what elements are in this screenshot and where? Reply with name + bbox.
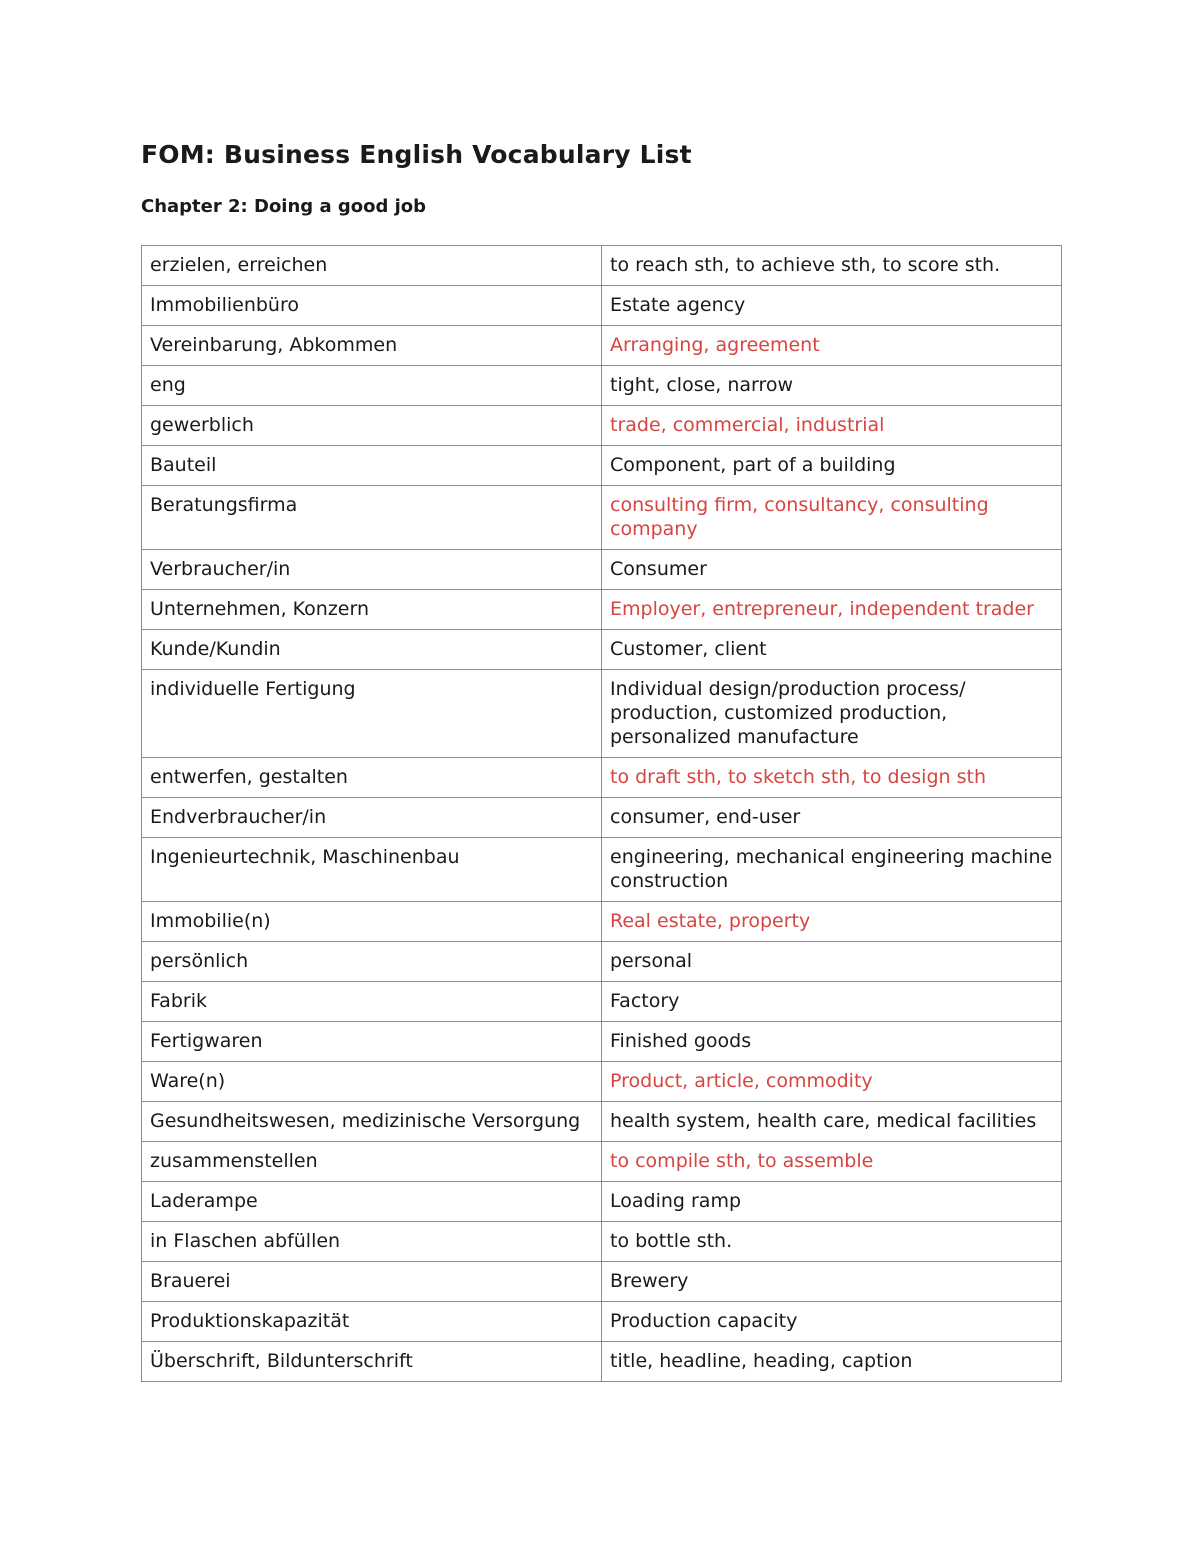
table-row xyxy=(142,982,1062,1022)
english-translation: Brewery xyxy=(602,1262,1062,1302)
english-translation: health system, health care, medical facilities xyxy=(602,1102,1062,1142)
table-row xyxy=(142,798,1062,838)
german-term: persönlich xyxy=(142,942,602,982)
german-term: Laderampe xyxy=(142,1182,602,1222)
table-row xyxy=(142,1022,1062,1062)
english-translation: trade, commercial, industrial xyxy=(602,406,1062,446)
english-translation: Consumer xyxy=(602,550,1062,590)
table-row xyxy=(142,758,1062,798)
german-term: entwerfen, gestalten xyxy=(142,758,602,798)
table-row xyxy=(142,550,1062,590)
english-translation: Product, article, commodity xyxy=(602,1062,1062,1102)
english-translation: Arranging, agreement xyxy=(602,326,1062,366)
english-translation: Finished goods xyxy=(602,1022,1062,1062)
german-term: Endverbraucher/in xyxy=(142,798,602,838)
english-translation: to compile sth, to assemble xyxy=(602,1142,1062,1182)
table-row xyxy=(142,942,1062,982)
table-row xyxy=(142,1142,1062,1182)
english-translation: to bottle sth. xyxy=(602,1222,1062,1262)
table-row xyxy=(142,486,1062,550)
table-row xyxy=(142,446,1062,486)
german-term: zusammenstellen xyxy=(142,1142,602,1182)
table-row xyxy=(142,366,1062,406)
english-translation: Customer, client xyxy=(602,630,1062,670)
table-row xyxy=(142,590,1062,630)
german-term: erzielen, erreichen xyxy=(142,246,602,286)
table-row xyxy=(142,1102,1062,1142)
english-translation: Loading ramp xyxy=(602,1182,1062,1222)
english-translation: Production capacity xyxy=(602,1302,1062,1342)
table-row xyxy=(142,326,1062,366)
english-translation: personal xyxy=(602,942,1062,982)
table-row xyxy=(142,670,1062,758)
german-term: Ware(n) xyxy=(142,1062,602,1102)
german-term: in Flaschen abfüllen xyxy=(142,1222,602,1262)
table-row xyxy=(142,1262,1062,1302)
english-translation: engineering, mechanical engineering machine construction xyxy=(602,838,1062,902)
german-term: Brauerei xyxy=(142,1262,602,1302)
german-term: Bauteil xyxy=(142,446,602,486)
english-translation: Employer, entrepreneur, independent trader xyxy=(602,590,1062,630)
english-translation: Component, part of a building xyxy=(602,446,1062,486)
german-term: Immobilienbüro xyxy=(142,286,602,326)
german-term: gewerblich xyxy=(142,406,602,446)
table-row xyxy=(142,1302,1062,1342)
english-translation: Estate agency xyxy=(602,286,1062,326)
vocabulary-table-body xyxy=(142,246,1062,1382)
german-term: Fabrik xyxy=(142,982,602,1022)
german-term: Kunde/Kundin xyxy=(142,630,602,670)
page-title: FOM: Business English Vocabulary List xyxy=(141,140,692,169)
german-term: Überschrift, Bildunterschrift xyxy=(142,1342,602,1382)
english-translation: to draft sth, to sketch sth, to design sth xyxy=(602,758,1062,798)
english-translation: title, headline, heading, caption xyxy=(602,1342,1062,1382)
english-translation: Real estate, property xyxy=(602,902,1062,942)
german-term: Immobilie(n) xyxy=(142,902,602,942)
english-translation: Individual design/production process/ production, customized production, personalized manufacture xyxy=(602,670,1062,758)
table-row xyxy=(142,838,1062,902)
table-row xyxy=(142,1182,1062,1222)
german-term: Produktionskapazität xyxy=(142,1302,602,1342)
table-row xyxy=(142,1222,1062,1262)
table-row xyxy=(142,1342,1062,1382)
english-translation: tight, close, narrow xyxy=(602,366,1062,406)
table-row xyxy=(142,630,1062,670)
table-row xyxy=(142,286,1062,326)
english-translation: consulting firm, consultancy, consulting company xyxy=(602,486,1062,550)
table-row xyxy=(142,406,1062,446)
german-term: Unternehmen, Konzern xyxy=(142,590,602,630)
table-row xyxy=(142,246,1062,286)
english-translation: Factory xyxy=(602,982,1062,1022)
german-term: Beratungsfirma xyxy=(142,486,602,550)
german-term: Vereinbarung, Abkommen xyxy=(142,326,602,366)
german-term: Ingenieurtechnik, Maschinenbau xyxy=(142,838,602,902)
german-term: Verbraucher/in xyxy=(142,550,602,590)
vocabulary-table xyxy=(141,245,1062,1382)
table-row xyxy=(142,1062,1062,1102)
german-term: Gesundheitswesen, medizinische Versorgung xyxy=(142,1102,602,1142)
chapter-title: Chapter 2: Doing a good job xyxy=(141,196,427,217)
german-term: individuelle Fertigung xyxy=(142,670,602,758)
german-term: eng xyxy=(142,366,602,406)
english-translation: to reach sth, to achieve sth, to score sth. xyxy=(602,246,1062,286)
english-translation: consumer, end-user xyxy=(602,798,1062,838)
table-row xyxy=(142,902,1062,942)
german-term: Fertigwaren xyxy=(142,1022,602,1062)
